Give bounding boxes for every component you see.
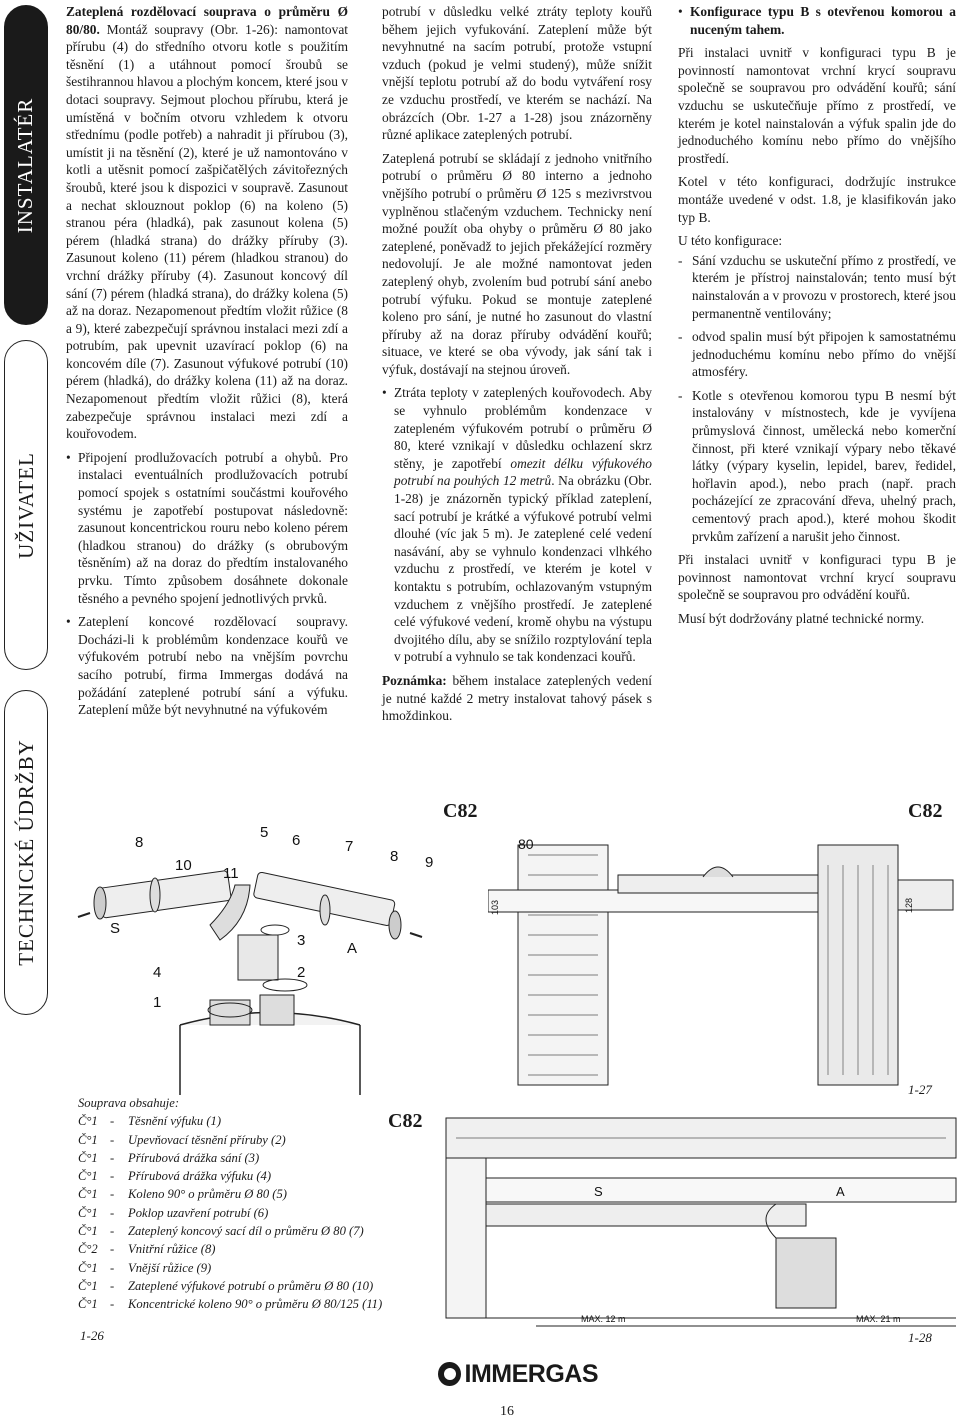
- dim-80: 80: [518, 836, 534, 852]
- kit-title: Souprava obsahuje:: [78, 1096, 180, 1110]
- dash-item-3: - Kotle s otevřenou komorou typu B nesmí být instalovány v místnostech, kde je vyvíjena průmyslová činnost, umělecká nebo komerční činnost, při které vznikají výpary nebo těkavé látky (výpary kyselin, lepidel, barev, ředidel, hořlavin apod.), nebo prach (např. prach pocházející ze zpracování dřeva, uhelný prach, cementový prach apod.), které mohou škodit prvkům zařízení a narušit jeho činnost.: [678, 387, 956, 545]
- kit-item-desc: Koleno 90° o průměru Ø 80 (5): [128, 1187, 287, 1202]
- kit-item: [78, 1295, 388, 1313]
- kit-item: [78, 1277, 388, 1295]
- kit-item-dash: -: [110, 1132, 115, 1147]
- callout-2: 2: [297, 964, 306, 981]
- max-12m-label: MAX. 12 m: [581, 1314, 626, 1324]
- kit-item-qty: Č°1: [78, 1224, 98, 1239]
- paragraph-type-b: Kotel v této konfiguraci, dodržujíc instrukce montáže uvedené v odst. 1.8, je klasifikován jako typ B.: [678, 174, 956, 225]
- kit-item-qty: Č°1: [78, 1132, 98, 1147]
- kit-item: [78, 1131, 388, 1149]
- figure-1-26: [60, 785, 450, 1095]
- kit-item-desc: Upevňovací těsnění příruby (2): [128, 1132, 286, 1147]
- bullet-config-b: • Konfigurace typu B s otevřenou komorou a nuceným tahem.: [678, 3, 956, 38]
- kit-item-qty: Č°1: [78, 1169, 98, 1184]
- tab-user[interactable]: UŽIVATEL: [4, 340, 48, 670]
- kit-item-desc: Poklop uzavření potrubí (6): [128, 1205, 269, 1220]
- kit-item: [78, 1167, 388, 1185]
- caption-1-26: 1-26: [80, 1328, 104, 1343]
- kit-item-dash: -: [110, 1297, 115, 1312]
- kit-item-dash: -: [110, 1278, 115, 1293]
- kit-item-qty: Č°1: [78, 1297, 98, 1312]
- paragraph-config-list-intro: U této konfigurace:: [678, 233, 783, 249]
- paragraph-insulation-reason: potrubí v důsledku velké ztráty teploty kouřů během jejich vyfukování. Zateplení může být nevyhnutné na sacím potrubí, protože vstupní vzduch (pokud je velmi studený), může snížit vnější teplotu potrubí až do bodu vytváření rosy ze vzduchu prostředí, ve kterém se nachází. Na obrázcích (Obr. 1-27 a 1-28) jsou znázorněny různé aplikace zateplených potrubí.: [382, 4, 652, 143]
- kit-item: [78, 1259, 388, 1277]
- paragraph-cover-kit: Při instalaci uvnitř v konfiguraci typu B je povinnost namontovat vrchní krycí soupravu společně se soupravou pro odvádění kouřů.: [678, 552, 956, 603]
- kit-item-desc: Vnitřní růžice (8): [128, 1242, 216, 1257]
- text-column-3: [678, 3, 956, 634]
- tab-maintenance[interactable]: TECHNICKÉ ÚDRŽBY: [4, 690, 48, 1015]
- kit-item-desc: Zateplené výfukové potrubí o průměru Ø 80 (10): [128, 1278, 374, 1293]
- kit-item-dash: -: [110, 1114, 115, 1129]
- text-column-2: [382, 3, 652, 731]
- max-21m-label: MAX. 21 m: [856, 1314, 901, 1324]
- bullet-insulation: • Zateplení koncové rozdělovací soupravy. Docházi-li k problémům kondenzace kouřů ve výfukovém potrubí nebo na vnějším povrchu sacího potrubí, firma Immergas dodává na požádání zateplené potrubí sání a výfuku. Zateplení může být nevyhnutné na výfukovém: [66, 613, 348, 719]
- callout-7: 7: [345, 838, 354, 855]
- logo-mark-icon: [438, 1362, 461, 1386]
- callout-11: 11: [223, 865, 239, 882]
- note-paragraph: Poznámka: během instalace zateplených vedení je nutné každé 2 metry instalovat tahový pásek s hmoždinkou.: [382, 672, 652, 724]
- kit-item-desc: Přírubová drážka sání (3): [128, 1150, 260, 1165]
- label-a: A: [347, 940, 358, 957]
- c82-badge-1-27: C82: [908, 800, 943, 822]
- callout-5: 5: [260, 824, 269, 841]
- kit-contents-list: [78, 1094, 388, 1314]
- page-number: 16: [500, 1404, 514, 1419]
- figure-1-27: [488, 805, 960, 1090]
- label-s-1-28: S: [594, 1184, 603, 1199]
- caption-1-28: 1-28: [908, 1330, 932, 1345]
- kit-item-qty: Č°1: [78, 1150, 98, 1165]
- callout-8: 8: [135, 834, 144, 851]
- paragraph-standards: Musí být dodržovány platné technické normy.: [678, 611, 925, 626]
- kit-item: [78, 1222, 388, 1240]
- callout-3: 3: [297, 932, 306, 949]
- callout-10: 10: [175, 857, 192, 874]
- c82-badge-1-26: C82: [443, 800, 478, 822]
- kit-item-desc: Přírubová drážka výfuku (4): [128, 1169, 272, 1184]
- kit-item-qty: Č°1: [78, 1187, 98, 1202]
- text-column-1: [66, 3, 348, 725]
- kit-item-qty: Č°2: [78, 1242, 98, 1257]
- kit-item-desc: Těsnění výfuku (1): [128, 1114, 222, 1129]
- kit-item-dash: -: [110, 1187, 115, 1202]
- callout-6: 6: [292, 832, 301, 849]
- c82-badge-1-28: C82: [388, 1110, 423, 1132]
- kit-item-desc: Koncentrické koleno 90° o průměru Ø 80/125 (11): [128, 1297, 383, 1312]
- kit-item-dash: -: [110, 1169, 115, 1184]
- kit-item-qty: Č°1: [78, 1205, 98, 1220]
- kit-item-qty: Č°1: [78, 1114, 98, 1129]
- dim-128: 128: [904, 897, 914, 913]
- kit-item: [78, 1185, 388, 1203]
- caption-1-27: 1-27: [908, 1082, 932, 1097]
- tab-installer[interactable]: INSTALATÉR: [4, 5, 48, 325]
- kit-item-dash: -: [110, 1150, 115, 1165]
- callout-1: 1: [153, 994, 162, 1011]
- figure-1-28: [386, 1108, 960, 1348]
- paragraph-config-b: Při instalaci uvnitř v konfiguraci typu B je povinností namontovat vrchní krycí soupravu společně se soupravou pro odvádění kouřů; sání vzduchu se uskutečňuje přímo z prostředí, ve kterém je kotel nainstalován a výfuk spalin jde do jednoduchého komínu nebo přímo do vnějšího prostředí.: [678, 45, 956, 166]
- kit-item-desc: Vnější růžice (9): [128, 1260, 212, 1275]
- paragraph-installation: Zateplená rozdělovací souprava o průměru Ø 80/80. Montáž soupravy (Obr. 1-26): namontovat přírubu (4) do středního otvoru kotle s použitím těsnění (1) a utáhnout pomocí šroubů se šestihrannou hlavou a plochým koncem, které jsou v dotaci soupravy. Sejmout plochou přírubu, která je umístěná v bočním otvoru vzhledem k otvoru střednímu (podle potřeb) a nahradit ji přírubou (3), umístit ji na těsnění (2), které je už namontováno v kotli a utěsnit pomocí zašpičatělých závitořezných šroubů, které jsou k dispozici v soupravě. Zasunout a nechat sklouznout poklop (6) na koleno (5) stranou péra (hladká), pak zasunout kolena (5) pérem (hladká strana) do drážky příruby (3). Zasunout koleno (11) pérem (hladkou stranou) do vrchní drážky příruby (4). Zasunout koncový díl sání (7) pérem (hladká strana), do drážky kolena (5) až na doraz. Nezapomenout předtím vložit růžice (8 a 9), které zabezpečují správnou instalaci mezi zdí a potrubím, pak upevnit uzavírací poklop (6) na koncovém díle (7). Zasunout výfukové potrubí (10) pérem (hladká), do drážky kolena (11) až na doraz. Nezapomenout předtím vložit růžici (8), která zabezpečuje správnou instalaci mezi zdí a kouřovodem.: [66, 4, 348, 442]
- dim-103: 103: [490, 899, 500, 915]
- callout-9: 9: [425, 854, 434, 871]
- kit-item-dash: -: [110, 1224, 115, 1239]
- label-a-1-28: A: [836, 1184, 845, 1199]
- kit-item: [78, 1112, 388, 1130]
- kit-item-qty: Č°1: [78, 1260, 98, 1275]
- dash-item-2: - odvod spalin musí být připojen k samostatnému jednoduchému komínu nebo přímo do vnější atmosféry.: [678, 328, 956, 381]
- kit-item-desc: Zateplený koncový sací díl o průměru Ø 80 (7): [128, 1224, 364, 1239]
- immergas-logo: IMMERGAS: [438, 1360, 598, 1388]
- kit-item-dash: -: [110, 1260, 115, 1275]
- kit-item-dash: -: [110, 1242, 115, 1257]
- kit-item-dash: -: [110, 1205, 115, 1220]
- dash-item-1: - Sání vzduchu se uskuteční přímo z prostředí, ve kterém je přístroj nainstalován; tento musí být nainstalován a v provozu v prostorech, které jsou permanentně ventilovány;: [678, 252, 956, 322]
- callout-8b: 8: [390, 848, 399, 865]
- kit-item: [78, 1240, 388, 1258]
- kit-item: [78, 1149, 388, 1167]
- bullet-extensions: • Připojení prodlužovacích potrubí a ohybů. Pro instalaci eventuálních prodlužovacích potrubí pomocí spojek s ostatními součástmi kouřového systému je zapotřebí postupovat následovně: zasunout koncentrickou rouru nebo koleno pérem (hladkou stranou) do drážky (s obrubovým těsněním) až na doraz do předtím instalovaného prvku. Tímto způsobem dosáhnete dokonale těsného a pevného spojení jednotlivých prvků.: [66, 449, 348, 607]
- bullet-temperature-loss: • Ztráta teploty v zateplených kouřovodech. Aby se vyhnulo problémům kondenzace v zatepleném výfukovém potrubí o průměru Ø 80, které vznikají v důsledku ochlazení skrz stěny, je zapotřebí omezit délku výfukového potrubí na pouhých 12 metrů. Na obrázku (Obr. 1-28) je znázorněn typický příklad zateplení, sací potrubí je krátké a výfukové potrubí velmi dlouhé (víc jak 5 m). Je zateplené celé vedení nasávání, aby se vyhnulo kondenzaci vlhkého vzduchu z prostředí, ve kterém je kotel v kontaktu s potrubím, ochlazovaným vstupným vzduchem z vnějšího prostředí. Je zateplené celé výfukové vedení, kromě ohybu na výstupu dvojitého dílu, aby se snížilo rozptylování tepla v potrubí a vyhnulo se tak kondenzaci kouřů.: [382, 384, 652, 666]
- kit-item: [78, 1204, 388, 1222]
- kit-item-qty: Č°1: [78, 1278, 98, 1293]
- label-s: S: [110, 920, 121, 937]
- callout-4: 4: [153, 964, 162, 981]
- paragraph-insulated-pipes: Zateplená potrubí se skládají z jednoho vnitřního potrubí o průměru Ø 80 interno a jednoho vnějšího potrubí o průměru Ø 125 s mezivrstvou vyplněnou stlačeným vzduchem. Technicky není možné použít oba ohyby o průměru Ø 80 jako zateplené, poněvadž to jejich překážející rozměry nedovolují. Je ale možné namontovat jeden zateplený ohyb, zvolením bud potrubí sání anebo potrubí výfuku. Pokud se montuje zateplené koleno pro sání, je nutné ho zasunout do vlastní příruby až na doraz příruby odvádění kouřů; situace, ve které se oba vývody, jak sání tak i výfuk, dostávají na stejnou úroveň.: [382, 150, 652, 377]
